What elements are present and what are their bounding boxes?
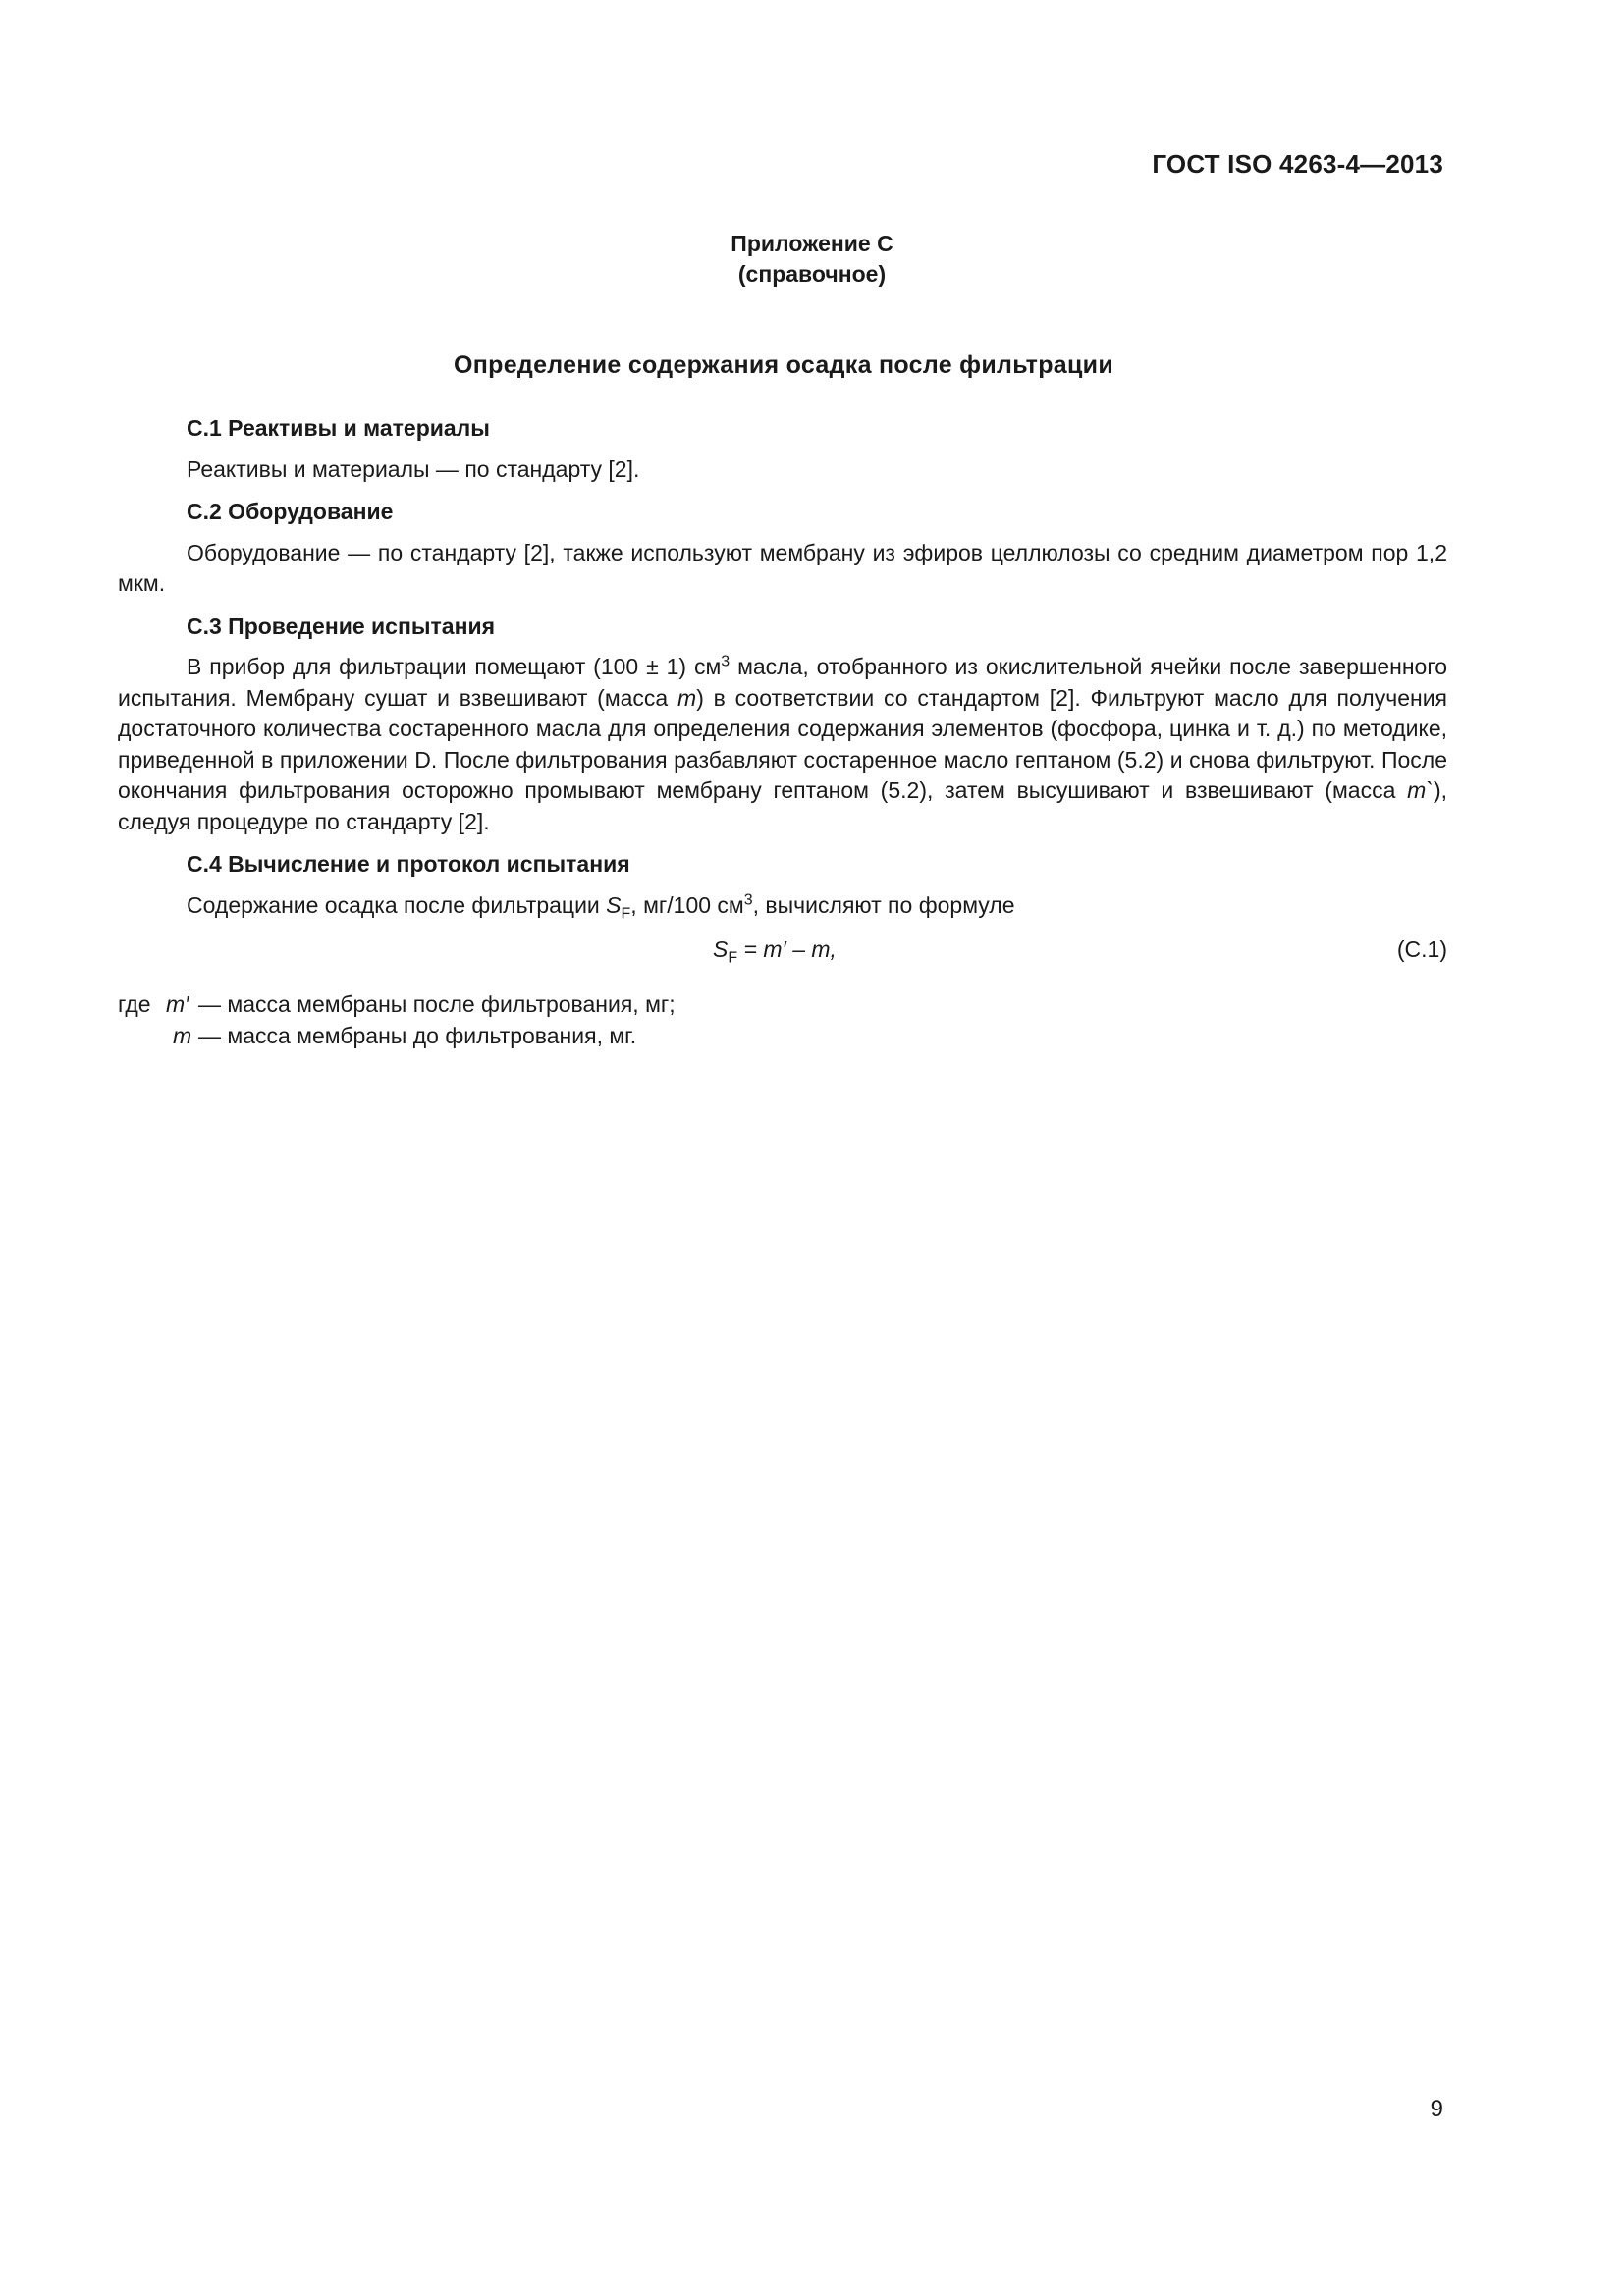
- where-description: — масса мембраны после фильтрования, мг;: [198, 991, 676, 1017]
- annex-body: [118, 413, 1447, 1051]
- where-label: где: [118, 991, 151, 1017]
- annex-title: Определение содержания осадка после фильтрации: [453, 351, 1113, 379]
- section-heading-c2: С.2 Оборудование: [187, 499, 394, 524]
- section-text-c2: Оборудование — по стандарту [2], также используют мембрану из эфиров целлюлозы со средним диаметром пор 1,2 мкм.: [118, 539, 1447, 596]
- where-list: [118, 989, 1447, 1051]
- where-symbol: m′: [166, 991, 189, 1017]
- annex-type: (справочное): [737, 261, 887, 287]
- page-number: 9: [1430, 2096, 1443, 2122]
- section-heading-c3: С.3 Проведение испытания: [187, 613, 496, 639]
- section-heading-c1: С.1 Реактивы и материалы: [187, 415, 490, 441]
- where-item: [118, 1021, 1447, 1052]
- where-symbol: m: [173, 1022, 192, 1048]
- section-heading-c4: С.4 Вычисление и протокол испытания: [187, 851, 630, 877]
- formula-expression: $S_F = m' - m$,: [713, 936, 837, 967]
- document-code: ГОСТ ISO 4263-4—2013: [1152, 149, 1443, 179]
- annex-heading: [0, 229, 1624, 290]
- annex-label: Приложение С: [731, 231, 893, 256]
- formula-c1: [118, 934, 1447, 974]
- where-item: [118, 989, 1447, 1021]
- section-text-c1: Реактивы и материалы — по стандарту [2].: [187, 455, 640, 482]
- formula-number: (С.1): [1396, 936, 1447, 962]
- section-text-c4: Содержание осадка после фильтрации $S_F$, мг/100 $см^3$, вычисляют по формуле: [187, 890, 1015, 923]
- where-description: — масса мембраны до фильтрования, мг.: [198, 1022, 637, 1048]
- section-text-c3: В прибор для фильтрации помещают (100 ± 1) $см^3$ масла, отобранного из окислительной ячейки после завершенного испытания. Мембрану сушат и взвешивают (масса m) в соответствии со стандартом [2]. Фильтруют масло для получения достаточного количества состаренного масла для определения содержания элементов (фосфора, цинка и т. д.) по методике, приведенной в приложении D. После фильтрования разбавляют состаренное масло гептаном (5.2) и снова фильтруют. После окончания фильтрования осторожно промывают мембрану гептаном (5.2), затем высушивают и взвешивают (масса m`), следуя процедуре по стандарту [2].: [118, 653, 1447, 834]
